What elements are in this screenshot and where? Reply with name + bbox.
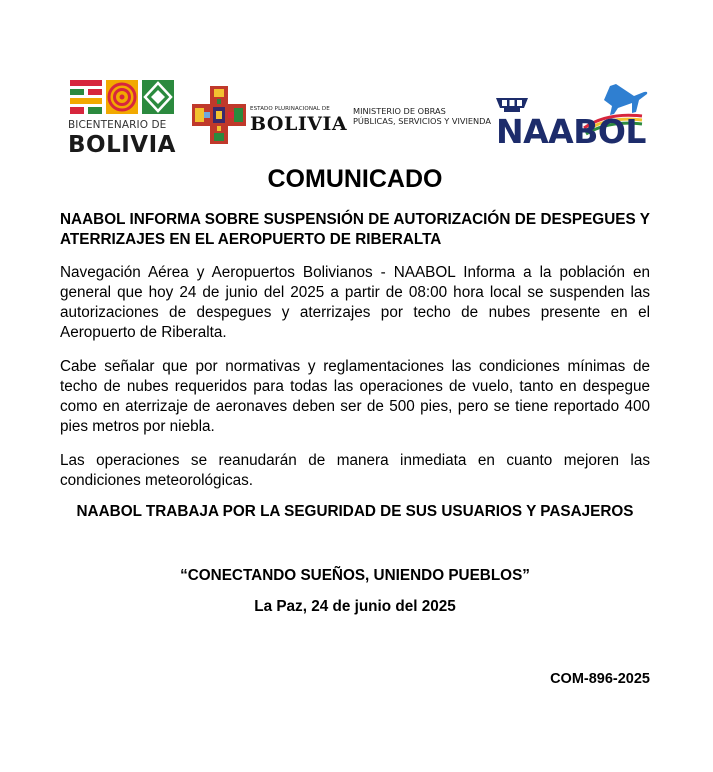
bicentenario-country: BOLIVIA bbox=[68, 132, 176, 158]
paragraph-2: Cabe señalar que por normativas y reglamentaciones las condiciones mínimas de techo de nubes requeridos para todas las operaciones de vuelo, tanto en despegue como en aterrizaje de aeronaves deben ser de 500 pies, pero se tiene reportado 400 pies metros por niebla. bbox=[60, 358, 650, 435]
bicentenario-emblem-icon bbox=[70, 80, 174, 114]
estado-plurinacional-logo bbox=[192, 86, 348, 146]
paragraph-1: Navegación Aérea y Aeropuertos Bolivianos - NAABOL Informa a la población en general que hoy 24 de junio del 2025 a partir de 08:00 hora local se suspenden las autorizaciones de despegues y aterrizajes por techo de nubes presente en el Aeropuerto de Riberalta. bbox=[60, 264, 650, 341]
estado-label: ESTADO PLURINACIONAL DE bbox=[250, 106, 330, 112]
bicentenario-label: BICENTENARIO DE bbox=[68, 119, 167, 131]
document-title: COMUNICADO bbox=[267, 165, 443, 193]
closing-statement: NAABOL TRABAJA POR LA SEGURIDAD DE SUS USUARIOS Y PASAJEROS bbox=[76, 503, 634, 520]
bicentenario-logo bbox=[68, 80, 178, 156]
slogan: “CONECTANDO SUEÑOS, UNIENDO PUEBLOS” bbox=[180, 567, 530, 584]
ministerio-line2: PÚBLICAS, SERVICIOS Y VIVIENDA bbox=[353, 116, 491, 126]
paragraph-3: Las operaciones se reanudarán de manera inmediata en cuanto mejoren las condiciones meteorológicas. bbox=[60, 452, 650, 489]
ministerio-line1: MINISTERIO DE OBRAS bbox=[353, 106, 446, 116]
document-code: COM-896-2025 bbox=[550, 671, 650, 687]
place-date: La Paz, 24 de junio del 2025 bbox=[254, 598, 456, 615]
document-headline: NAABOL INFORMA SOBRE SUSPENSIÓN DE AUTORIZACIÓN DE DESPEGUES Y ATERRIZAJES EN EL AEROPUERTO DE RIBERALTA bbox=[60, 211, 650, 248]
ministerio-logo bbox=[353, 106, 493, 132]
logo-bar bbox=[62, 78, 654, 158]
estado-country: BOLIVIA bbox=[250, 113, 348, 135]
chakana-emblem-icon bbox=[192, 86, 246, 144]
naabol-logo bbox=[492, 82, 654, 156]
naabol-wordmark: NAABOL bbox=[496, 112, 646, 151]
